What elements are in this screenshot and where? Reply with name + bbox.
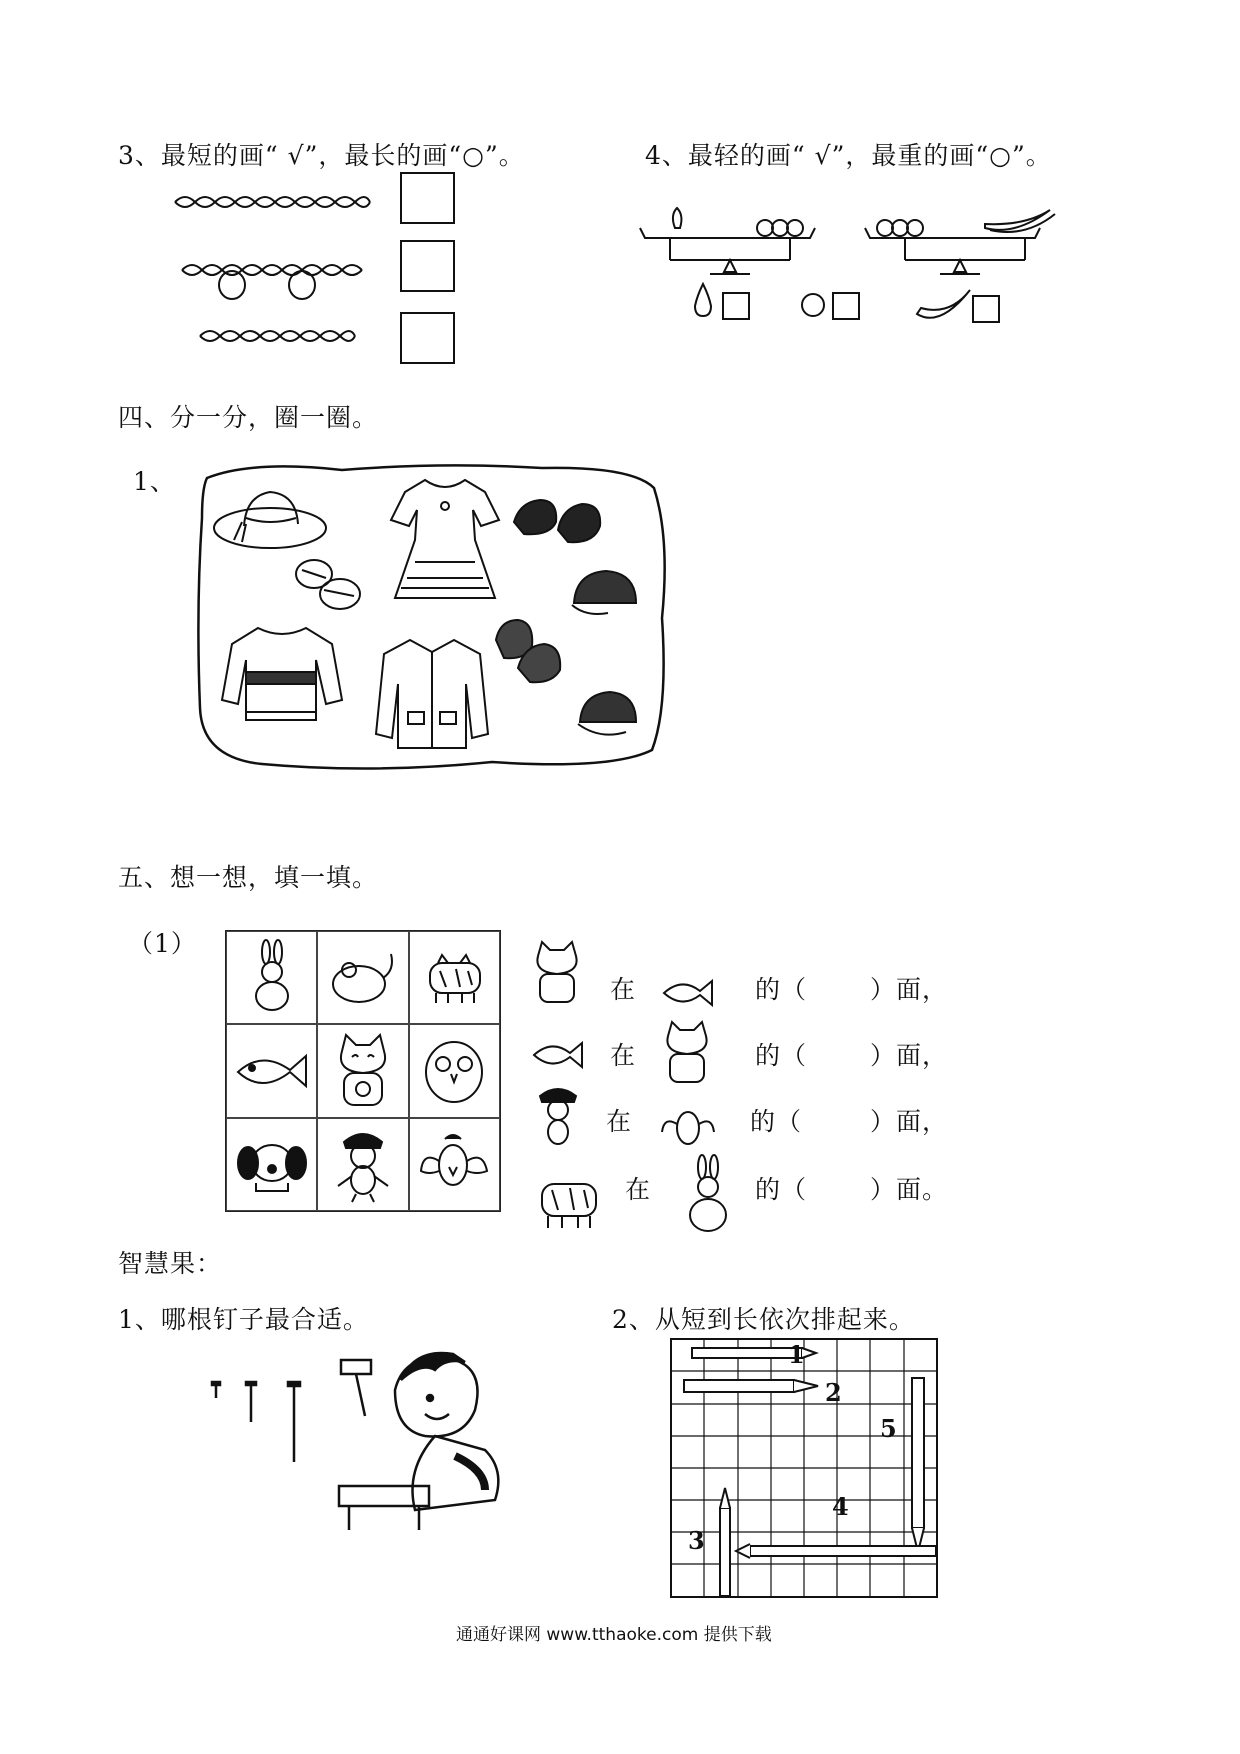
dog-icon bbox=[232, 1133, 312, 1195]
cat-small-icon bbox=[530, 940, 586, 1006]
grid-cell-mouse bbox=[317, 931, 408, 1024]
baseball-cap-icon bbox=[570, 686, 650, 746]
ruler-number-1: 1 bbox=[788, 1340, 805, 1369]
grid-cell-cat bbox=[317, 1024, 408, 1117]
rooster-small-icon bbox=[660, 1098, 716, 1154]
fish-icon bbox=[232, 1046, 312, 1096]
pear-icon bbox=[692, 282, 714, 318]
grid-cell-owl bbox=[409, 1024, 500, 1117]
q3-label: 3、最短的画“ √”，最长的画“○”。 bbox=[118, 141, 525, 170]
answer-box-banana[interactable] bbox=[972, 295, 1000, 323]
black-shoes-icon bbox=[510, 482, 610, 552]
grid-cell-monkey bbox=[317, 1118, 408, 1211]
wisdom-q2: 2、从短到长依次排起来。 bbox=[612, 1305, 915, 1334]
statement-3-zai: 在 bbox=[606, 1107, 633, 1136]
jacket-icon bbox=[372, 634, 492, 754]
q4-label: 4、最轻的画“ √”，最重的画“○”。 bbox=[645, 141, 1052, 170]
section4-title: 四、分一分，圈一圈。 bbox=[118, 403, 379, 432]
statement-4-de: 的（ bbox=[755, 1175, 808, 1204]
tiger-small-icon bbox=[530, 1170, 610, 1240]
statement-2-zai: 在 bbox=[610, 1041, 637, 1070]
answer-box-pear[interactable] bbox=[722, 292, 750, 320]
statement-4-zai: 在 bbox=[625, 1175, 652, 1204]
ruler-number-2: 2 bbox=[825, 1378, 842, 1407]
cat-small-icon-2 bbox=[660, 1020, 716, 1086]
answer-box-orange[interactable] bbox=[832, 292, 860, 320]
statement-4-mian: ）面。 bbox=[870, 1175, 949, 1204]
statement-2-de: 的（ bbox=[755, 1041, 808, 1070]
balance-scale-1 bbox=[640, 200, 830, 280]
statement-1-zai: 在 bbox=[610, 975, 637, 1004]
answer-box-rope-1[interactable] bbox=[400, 172, 455, 224]
sandals-icon bbox=[292, 550, 372, 616]
statement-3-de: 的（ bbox=[750, 1107, 803, 1136]
section5-title: 五、想一想，填一填。 bbox=[118, 863, 379, 892]
answer-box-rope-2[interactable] bbox=[400, 240, 455, 292]
grid-cell-fish bbox=[226, 1024, 317, 1117]
ruler-number-5: 5 bbox=[880, 1414, 897, 1443]
rope-short-top bbox=[175, 192, 375, 212]
answer-box-rope-3[interactable] bbox=[400, 312, 455, 364]
rabbit-icon bbox=[242, 940, 302, 1016]
orange-icon bbox=[800, 292, 826, 318]
animal-grid bbox=[225, 930, 501, 1212]
sweater-icon bbox=[218, 620, 348, 730]
monkey-icon bbox=[330, 1124, 396, 1204]
grid-cell-dog bbox=[226, 1118, 317, 1211]
fish-small-icon-2 bbox=[530, 1037, 586, 1073]
banana-icon bbox=[915, 286, 975, 326]
rabbit-small-icon bbox=[680, 1155, 736, 1239]
statement-1-mian: ）面， bbox=[870, 975, 949, 1004]
grid-cell-rooster bbox=[409, 1118, 500, 1211]
footer-text: 通通好课网 www.tthaoke.com 提供下载 bbox=[456, 1625, 772, 1645]
section4-item1-label: 1、 bbox=[133, 467, 176, 496]
wisdom-q1: 1、哪根钉子最合适。 bbox=[118, 1305, 369, 1334]
balance-scale-2 bbox=[865, 200, 1065, 280]
ruler-grid bbox=[670, 1338, 940, 1600]
owl-icon bbox=[419, 1036, 489, 1106]
mouse-icon bbox=[325, 948, 401, 1008]
statement-2-mian: ）面， bbox=[870, 1041, 949, 1070]
dress-icon bbox=[385, 470, 505, 610]
sneakers-icon bbox=[490, 610, 580, 690]
ruler-number-4: 4 bbox=[832, 1492, 849, 1521]
boy-hammering-icon bbox=[335, 1340, 525, 1530]
nails-icon bbox=[208, 1378, 308, 1468]
rope-long-knotted bbox=[182, 250, 372, 310]
monkey-small-icon bbox=[530, 1082, 586, 1150]
sun-hat-icon bbox=[212, 482, 332, 552]
rope-medium bbox=[200, 326, 360, 346]
fish-small-icon bbox=[660, 975, 716, 1011]
statement-3-mian: ）面， bbox=[870, 1107, 949, 1136]
tiger-icon bbox=[416, 947, 492, 1009]
lucky-cat-icon bbox=[328, 1031, 398, 1111]
grid-cell-rabbit bbox=[226, 931, 317, 1024]
grid-cell-tiger bbox=[409, 931, 500, 1024]
wisdom-title: 智慧果： bbox=[118, 1249, 223, 1278]
rooster-icon bbox=[417, 1131, 491, 1197]
section5-item1-label: （1） bbox=[128, 929, 197, 958]
ruler-number-3: 3 bbox=[688, 1526, 705, 1555]
statement-1-de: 的（ bbox=[755, 975, 808, 1004]
